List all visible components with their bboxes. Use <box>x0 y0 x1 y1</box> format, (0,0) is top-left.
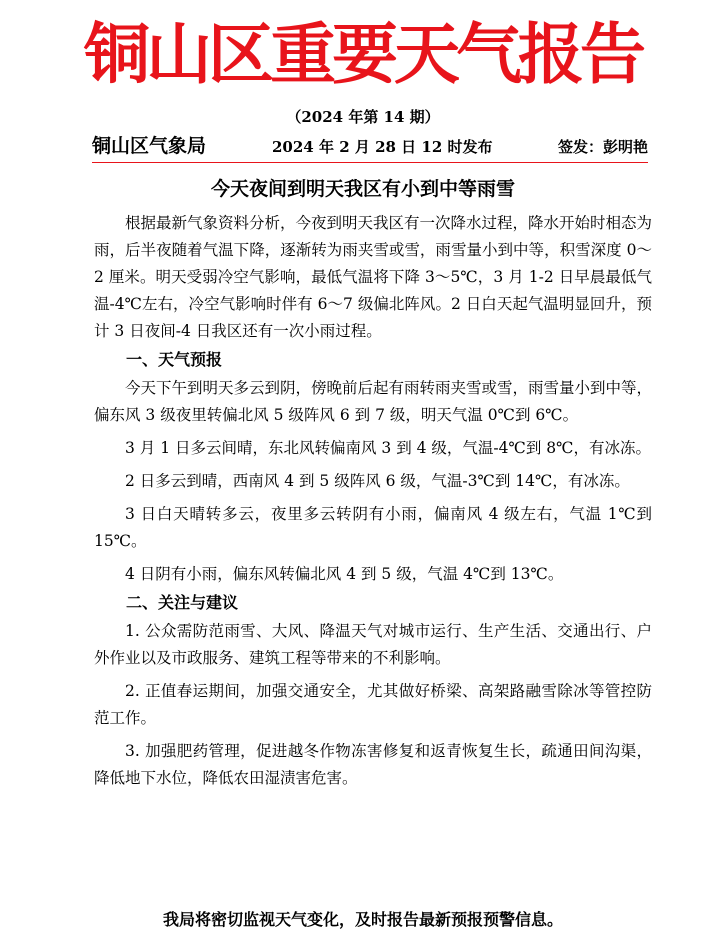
report-body <box>94 210 652 792</box>
issuer-info-line <box>92 132 648 160</box>
forecast-paragraph: 3 月 1 日多云间晴，东北风转偏南风 3 到 4 级，气温-4℃到 8℃，有冰冻。 <box>125 439 652 457</box>
advice-paragraph: 2. 正值春运期间，加强交通安全，尤其做好桥梁、高架路融雪除冰等管控防范工作。 <box>94 682 652 727</box>
report-headline: 今天夜间到明天我区有小到中等雨雪 <box>210 178 515 200</box>
forecast-paragraph: 今天下午到明天多云到阴，傍晚前后起有雨转雨夹雪或雪，雨雪量小到中等，偏东风 3 级夜里转偏北风 5 级阵风 6 到 7 级，明天气温 0℃到 6℃。 <box>94 379 653 424</box>
forecast-paragraph: 2 日多云到晴，西南风 4 到 5 级阵风 6 级，气温-3℃到 14℃，有冰冻。 <box>125 472 630 490</box>
forecast-paragraph: 4 日阴有小雨，偏东风转偏北风 4 到 5 级，气温 4℃到 13℃。 <box>125 565 564 583</box>
closing-statement: 我局将密切监视天气变化，及时报告最新预报预警信息。 <box>162 910 563 929</box>
advice-paragraph: 3. 加强肥药管理，促进越冬作物冻害修复和返青恢复生长，疏通田间沟渠，降低地下水位，降低农田湿渍害危害。 <box>94 742 652 787</box>
issue-time: 2024 年 2 月 28 日 12 时发布 <box>272 138 493 156</box>
section-heading-advice: 二、关注与建议 <box>126 593 239 612</box>
issuing-bureau: 铜山区气象局 <box>92 135 207 157</box>
section-heading-forecast: 一、天气预报 <box>126 350 223 369</box>
forecast-paragraph: 3 日白天晴转多云，夜里多云转阴有小雨，偏南风 4 级左右，气温 1℃到 15℃。 <box>94 505 652 550</box>
header-divider <box>92 162 648 163</box>
intro-paragraph: 根据最新气象资料分析，今夜到明天我区有一次降水过程，降水开始时相态为雨，后半夜随着气温下降，逐渐转为雨夹雪或雪，雨雪量小到中等，积雪深度 0～2 厘米。明天受弱冷空气影响，最低气温将下降 3～5℃，3 月 1-2 日早晨最低气温-4℃左右，冷空气影响时伴有 6～7 级偏北阵风。2 日白天起气温明显回升，预计 3 日夜间-4 日我区还有一次小雨过程。 <box>94 214 653 340</box>
issue-number: （2024 年第 14 期） <box>286 108 440 126</box>
signer: 签发：彭明艳 <box>557 138 648 156</box>
advice-paragraph: 1. 公众需防范雨雪、大风、降温天气对城市运行、生产生活、交通出行、户外作业以及市政服务、建筑工程等带来的不利影响。 <box>94 622 652 667</box>
report-masthead-title: 铜山区重要天气报告 <box>84 15 642 93</box>
